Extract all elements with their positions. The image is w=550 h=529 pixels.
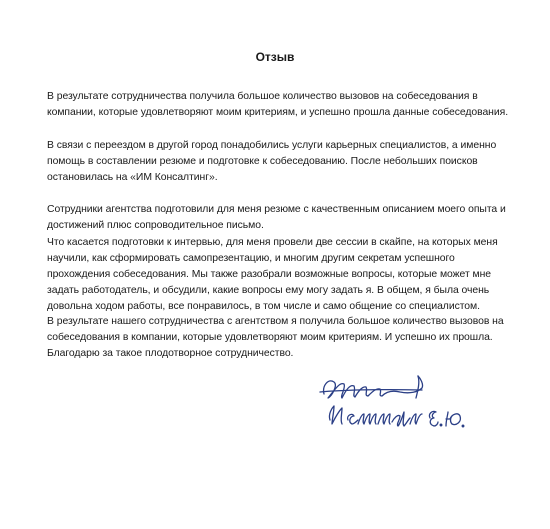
paragraph-4: Что касается подготовки к интервью, для меня провели две сессии в скайпе, на которых меня научили, как сформировать самопрезентацию, и многим другим секретам успешного прохождения собеседования. Мы также разобрали возможные вопросы, которые может мне задать работодатель, и обсудили, какие вопросы ему могу задать я. В общем, я была очень довольна ходом работы, все понравилось, в том числе и само общение со специалистом. (47, 237, 498, 312)
document-title: Отзыв (255, 50, 295, 64)
signature-strokes (320, 376, 464, 427)
paragraph-1: В результате сотрудничества получила большое количество вызовов на собеседования в компании, которые удовлетворяют моим критериям, и успешно прошла данные собеседования. (47, 91, 509, 118)
paragraph-5: В результате нашего сотрудничества с агентством я получила большое количество вызовов на собеседования в компании, которые удовлетворяют моим критериям. И успешно их прошла. Благодарю за такое плодотворное сотрудничество. (47, 316, 504, 359)
paragraph-3: Сотрудники агентства подготовили для меня резюме с качественным описанием моего опыта и достижений плюс сопроводительное письмо. (47, 204, 506, 231)
paragraph-2: В связи с переездом в другой город понадобились услуги карьерных специалистов, а именно помощь в составлении резюме и подготовке к собеседованию. После небольших поисков остановилась на «ИМ Консалтинг». (47, 140, 497, 183)
handwritten-signature (310, 368, 470, 443)
